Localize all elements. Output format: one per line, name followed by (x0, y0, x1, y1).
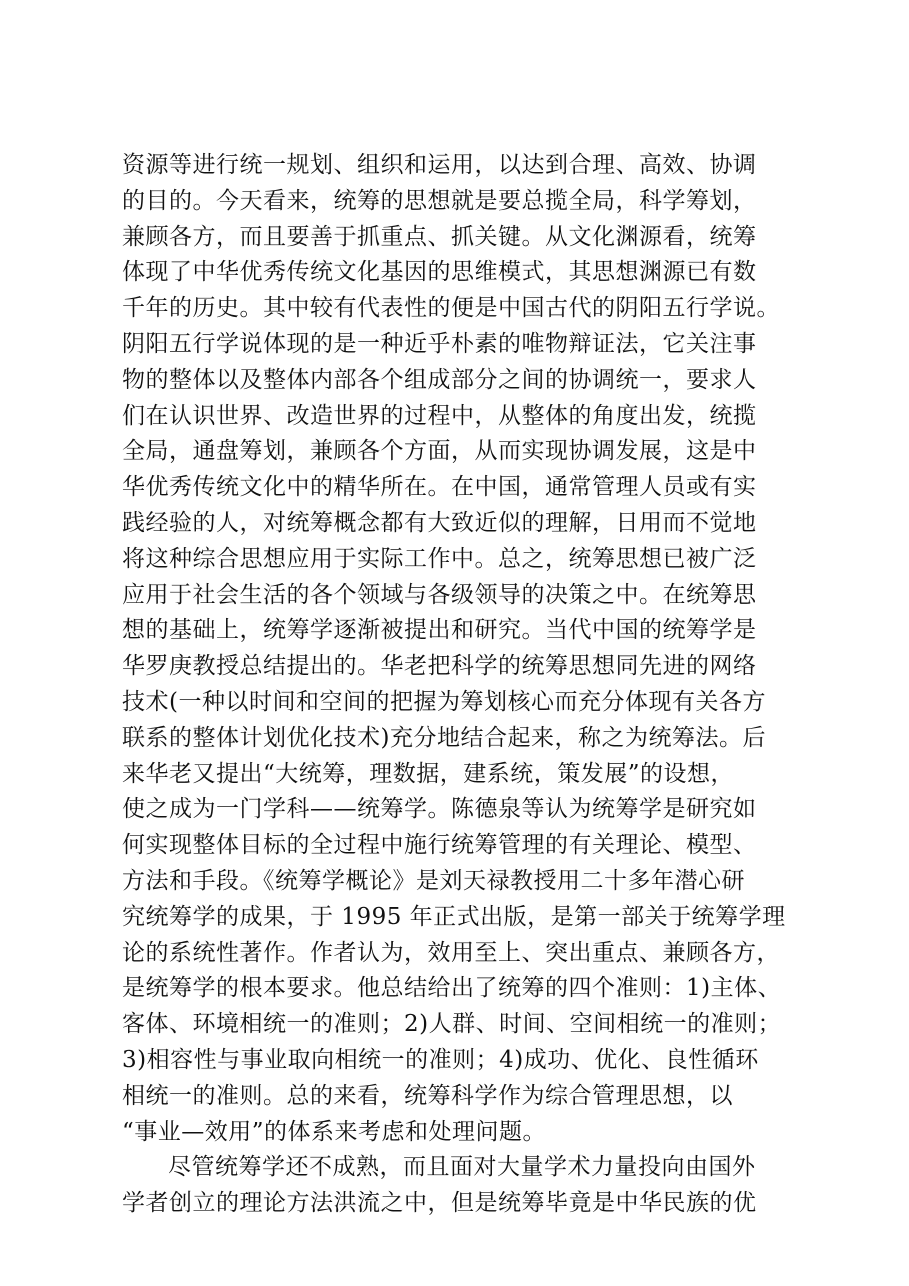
text-line: “事业—效用”的体系来考虑和处理问题。 (122, 1118, 547, 1145)
text-line: 3)相容性与事业取向相统一的准则；4)成功、优化、良性循环 (122, 1046, 759, 1073)
text-line: 相统一的准则。总的来看，统筹科学作为综合管理思想，以 (122, 1082, 733, 1109)
text-line: 究统筹学的成果，于 1995 年正式出版，是第一部关于统筹学理 (122, 903, 786, 930)
text-line: 千年的历史。其中较有代表性的便是中国古代的阴阳五行学说。 (122, 295, 780, 322)
text-line: 物的整体以及整体内部各个组成部分之间的协调统一，要求人 (122, 366, 757, 393)
text-line: 方法和手段。《统筹学概论》是刘天禄教授用二十多年潜心研 (122, 867, 745, 894)
text-line: 论的系统性著作。作者认为，效用至上、突出重点、兼顾各方， (122, 939, 780, 966)
text-line: 将这种综合思想应用于实际工作中。总之，统筹思想已被广泛 (122, 545, 757, 572)
text-line: 践经验的人，对统筹概念都有大致近似的理解，日用而不觉地 (122, 509, 757, 536)
text-line: 学者创立的理论方法洪流之中，但是统筹毕竟是中华民族的优 (122, 1190, 757, 1217)
text-line: 技术(一种以时间和空间的把握为筹划核心而充分体现有关各方 (122, 688, 766, 715)
body-text (122, 148, 812, 1222)
text-line: 兼顾各方，而且要善于抓重点、抓关键。从文化渊源看，统筹 (122, 223, 757, 250)
text-line: 来华老又提出“大统筹，理数据，建系统，策发展”的设想， (122, 760, 735, 787)
text-line: 体现了中华优秀传统文化基因的思维模式，其思想渊源已有数 (122, 259, 757, 286)
text-line: 联系的整体计划优化技术)充分地结合起来，称之为统筹法。后 (122, 724, 766, 751)
text-line: 何实现整体目标的全过程中施行统筹管理的有关理论、模型、 (122, 832, 757, 859)
text-line: 应用于社会生活的各个领域与各级领导的决策之中。在统筹思 (122, 581, 757, 608)
text-line: 全局，通盘筹划，兼顾各个方面，从而实现协调发展，这是中 (122, 438, 757, 465)
paragraph (122, 1150, 812, 1222)
text-line: 们在认识世界、改造世界的过程中，从整体的角度出发，统揽 (122, 402, 757, 429)
text-line: 客体、环境相统一的准则；2)人群、时间、空间相统一的准则； (122, 1011, 782, 1038)
text-line: 华罗庚教授总结提出的。华老把科学的统筹思想同先进的网络 (122, 653, 757, 680)
text-line: 是统筹学的根本要求。他总结给出了统筹的四个准则：1)主体、 (122, 975, 782, 1002)
text-line: 的目的。今天看来，统筹的思想就是要总揽全局，科学筹划， (122, 187, 757, 214)
text-line: 华优秀传统文化中的精华所在。在中国，通常管理人员或有实 (122, 474, 757, 501)
text-line: 资源等进行统一规划、组织和运用，以达到合理、高效、协调 (122, 152, 757, 178)
paragraph (122, 148, 812, 1150)
text-line: 使之成为一门学科——统筹学。陈德泉等认为统筹学是研究如 (122, 796, 757, 823)
text-line: 阴阳五行学说体现的是一种近乎朴素的唯物辩证法，它关注事 (122, 330, 757, 357)
text-line: 想的基础上，统筹学逐渐被提出和研究。当代中国的统筹学是 (122, 617, 757, 644)
text-line: 尽管统筹学还不成熟，而且面对大量学术力量投向由国外 (168, 1154, 756, 1181)
